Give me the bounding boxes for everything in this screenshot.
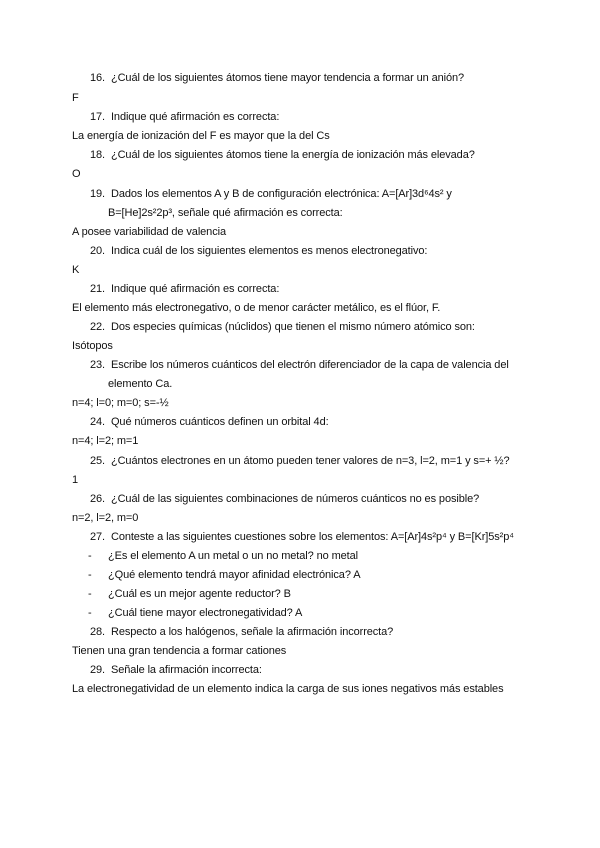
question-text: Escribe los números cuánticos del electrón diferenciador de la capa de valencia del <box>110 359 509 371</box>
dash-bullet: - <box>88 550 92 562</box>
sub-item-text: ¿Es el elemento A un metal o un no metal? no metal <box>108 550 358 562</box>
question-text: Indica cuál de los siguientes elementos es menos electronegativo: <box>110 245 428 257</box>
question-number: 21. <box>90 283 105 295</box>
dash-bullet: - <box>88 569 92 581</box>
question-text: ¿Cuántos electrones en un átomo pueden tener valores de n=3, l=2, m=1 y s=+ ½? <box>110 455 510 467</box>
sub-item <box>88 569 360 581</box>
question-21 <box>90 283 279 295</box>
question-29 <box>90 664 262 676</box>
question-26 <box>90 493 479 505</box>
question-number: 26. <box>90 493 105 505</box>
answer-18: O <box>72 168 81 180</box>
answer-19: A posee variabilidad de valencia <box>72 226 226 238</box>
question-23-continued: elemento Ca. <box>108 378 173 390</box>
sub-item-text: ¿Cuál tiene mayor electronegatividad? A <box>108 607 303 619</box>
sub-item <box>88 607 302 619</box>
sub-item-text: ¿Qué elemento tendrá mayor afinidad electrónica? A <box>108 569 361 581</box>
question-number: 16. <box>90 72 105 84</box>
dash-bullet: - <box>88 607 92 619</box>
question-text: Indique qué afirmación es correcta: <box>110 111 280 123</box>
question-19-continued: B=[He]2s²2p³, señale qué afirmación es correcta: <box>108 207 343 219</box>
sub-item-text: ¿Cuál es un mejor agente reductor? B <box>108 588 291 600</box>
answer-16: F <box>72 92 79 104</box>
question-18 <box>90 149 475 161</box>
question-number: 23. <box>90 359 105 371</box>
question-17 <box>90 111 279 123</box>
answer-24: n=4; l=2; m=1 <box>72 435 139 447</box>
dash-bullet: - <box>88 588 92 600</box>
question-text: Respecto a los halógenos, señale la afirmación incorrecta? <box>110 626 394 638</box>
answer-25: 1 <box>72 474 79 486</box>
question-text: Dados los elementos A y B de configuración electrónica: A=[Ar]3d⁶4s² y <box>110 188 452 200</box>
question-16 <box>90 72 464 84</box>
question-19 <box>90 188 452 200</box>
question-number: 17. <box>90 111 105 123</box>
question-number: 29. <box>90 664 105 676</box>
question-number: 25. <box>90 455 105 467</box>
question-number: 22. <box>90 321 105 333</box>
question-text: Señale la afirmación incorrecta: <box>110 664 262 676</box>
answer-17: La energía de ionización del F es mayor que la del Cs <box>72 130 330 142</box>
sub-item <box>88 550 358 562</box>
question-number: 19. <box>90 188 105 200</box>
answer-26: n=2, l=2, m=0 <box>72 512 139 524</box>
question-text: ¿Cuál de los siguientes átomos tiene la energía de ionización más elevada? <box>110 149 475 161</box>
question-24 <box>90 416 329 428</box>
question-23 <box>90 359 509 371</box>
question-text: ¿Cuál de las siguientes combinaciones de números cuánticos no es posible? <box>110 493 480 505</box>
question-number: 28. <box>90 626 105 638</box>
answer-20: K <box>72 264 80 276</box>
question-number: 24. <box>90 416 105 428</box>
question-number: 18. <box>90 149 105 161</box>
answer-23: n=4; l=0; m=0; s=-½ <box>72 397 169 409</box>
question-25 <box>90 455 510 467</box>
sub-item <box>88 588 291 600</box>
question-27 <box>90 531 514 543</box>
question-number: 27. <box>90 531 105 543</box>
answer-28: Tienen una gran tendencia a formar cationes <box>72 645 287 657</box>
answer-29: La electronegatividad de un elemento indica la carga de sus iones negativos más estables <box>72 683 504 695</box>
question-text: Dos especies químicas (núclidos) que tienen el mismo número atómico son: <box>110 321 475 333</box>
question-22 <box>90 321 475 333</box>
question-text: ¿Cuál de los siguientes átomos tiene mayor tendencia a formar un anión? <box>110 72 465 84</box>
question-20 <box>90 245 427 257</box>
answer-22: Isótopos <box>72 340 113 352</box>
question-text: Qué números cuánticos definen un orbital 4d: <box>110 416 329 428</box>
question-number: 20. <box>90 245 105 257</box>
answer-21: El elemento más electronegativo, o de menor carácter metálico, es el flúor, F. <box>72 302 441 314</box>
question-text: Indique qué afirmación es correcta: <box>110 283 280 295</box>
question-text: Conteste a las siguientes cuestiones sobre los elementos: A=[Ar]4s²p⁴ y B=[Kr]5s²p⁴ <box>110 531 514 543</box>
question-28 <box>90 626 393 638</box>
